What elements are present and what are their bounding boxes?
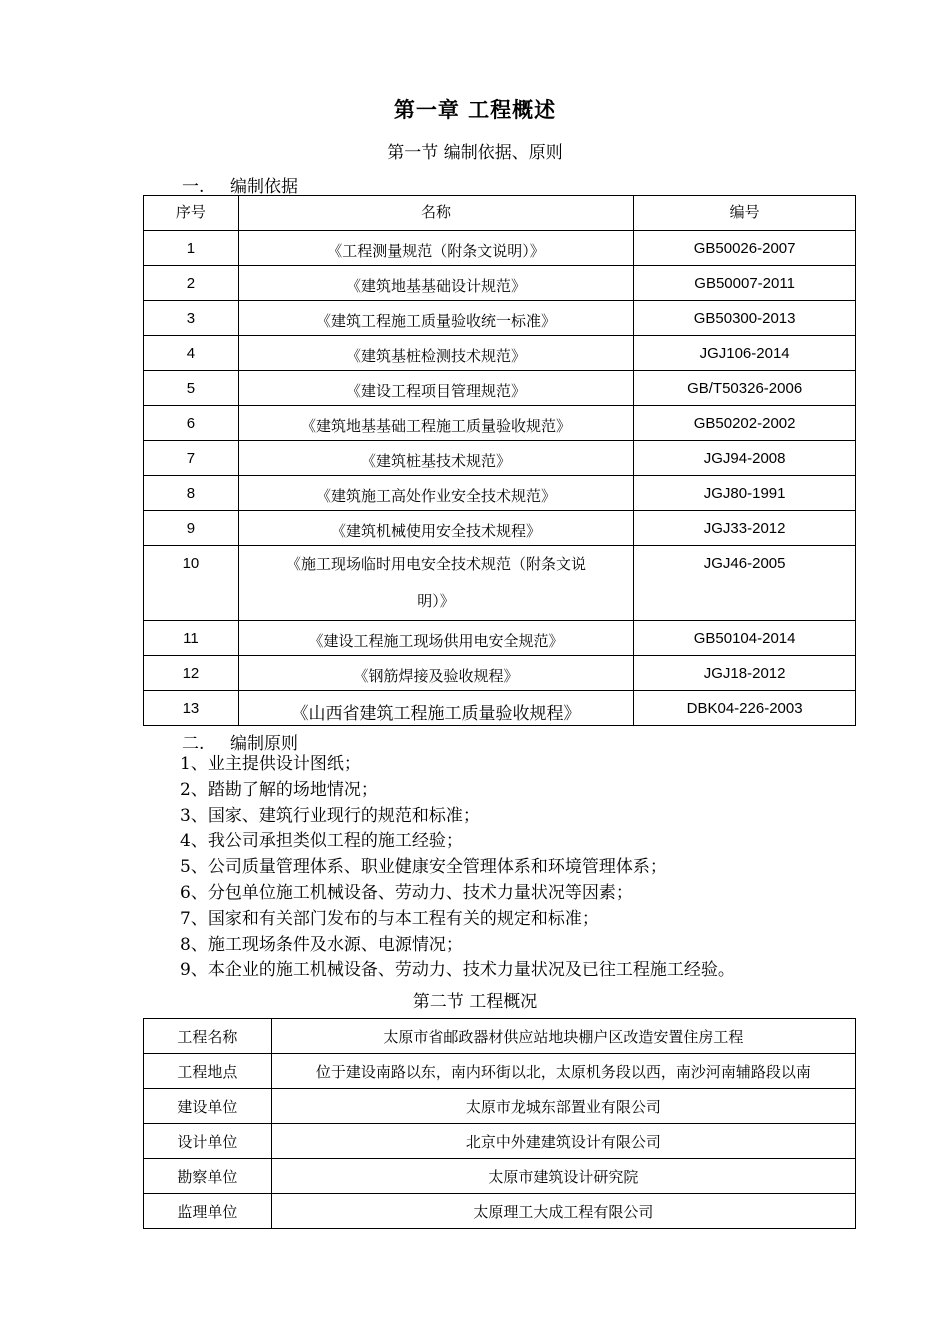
row-code: GB/T50326-2006 — [634, 371, 856, 406]
table-row — [144, 691, 856, 726]
table-row — [144, 336, 856, 371]
row-no: 3 — [144, 301, 239, 336]
row-code: GB50007-2011 — [634, 266, 856, 301]
row-code: JGJ106-2014 — [634, 336, 856, 371]
row-name: 《建筑桩基技术规范》 — [238, 441, 633, 476]
table-row — [144, 621, 856, 656]
table-row — [144, 1019, 856, 1054]
overview-table — [143, 1018, 856, 1229]
table-row — [144, 1124, 856, 1159]
row-no: 12 — [144, 656, 239, 691]
header-name: 名称 — [238, 196, 633, 231]
row-code: GB50026-2007 — [634, 231, 856, 266]
table-row — [144, 1194, 856, 1229]
principles-heading — [182, 729, 298, 754]
row-name-line2: 明）》 — [417, 592, 455, 610]
row-no: 7 — [144, 441, 239, 476]
overview-value: 位于建设南路以东，南内环街以北，太原机务段以西，南沙河南辅路段以南 — [271, 1054, 855, 1089]
row-name: 《建筑施工高处作业安全技术规范》 — [238, 476, 633, 511]
list-item: 7、国家和有关部门发布的与本工程有关的规定和标准； — [180, 908, 599, 929]
table-row — [144, 476, 856, 511]
overview-label: 监理单位 — [144, 1194, 272, 1229]
row-no: 8 — [144, 476, 239, 511]
row-name: 《建设工程项目管理规范》 — [238, 371, 633, 406]
basis-table — [143, 195, 856, 726]
overview-label: 工程名称 — [144, 1019, 272, 1054]
list-item: 1、业主提供设计图纸； — [180, 754, 361, 774]
principles-list — [180, 752, 735, 984]
row-no: 11 — [144, 621, 239, 656]
basis-number: 一. — [182, 177, 205, 197]
table-row — [144, 371, 856, 406]
row-no: 6 — [144, 406, 239, 441]
row-no: 1 — [144, 231, 239, 266]
row-name: 《钢筋焊接及验收规程》 — [238, 656, 633, 691]
row-code: GB50300-2013 — [634, 301, 856, 336]
overview-value: 北京中外建建筑设计有限公司 — [271, 1124, 855, 1159]
table-row — [144, 301, 856, 336]
row-name: 《建筑工程施工质量验收统一标准》 — [238, 301, 633, 336]
row-name: 《山西省建筑工程施工质量验收规程》 — [238, 691, 633, 726]
row-code: JGJ18-2012 — [634, 656, 856, 691]
row-name: 《建设工程施工现场供用电安全规范》 — [238, 621, 633, 656]
list-item: 8、施工现场条件及水源、电源情况； — [180, 934, 463, 955]
basis-heading — [182, 172, 298, 197]
header-code: 编号 — [634, 196, 856, 231]
list-item: 6、分包单位施工机械设备、劳动力、技术力量状况等因素； — [180, 882, 633, 903]
row-code: JGJ94-2008 — [634, 441, 856, 476]
row-no: 5 — [144, 371, 239, 406]
row-no: 10 — [144, 546, 239, 621]
row-name-line1: 《施工现场临时用电安全技术规范（附条文说 — [286, 555, 587, 573]
table-row — [144, 546, 856, 621]
list-item: 4、我公司承担类似工程的施工经验； — [180, 831, 463, 852]
table-row — [144, 511, 856, 546]
row-code: JGJ80-1991 — [634, 476, 856, 511]
row-code: DBK04-226-2003 — [634, 691, 856, 726]
header-no: 序号 — [144, 196, 239, 231]
list-item: 2、踏勘了解的场地情况； — [180, 779, 378, 800]
overview-label: 设计单位 — [144, 1124, 272, 1159]
row-code: JGJ33-2012 — [634, 511, 856, 546]
row-code: GB50202-2002 — [634, 406, 856, 441]
row-no: 2 — [144, 266, 239, 301]
row-code: GB50104-2014 — [634, 621, 856, 656]
table-row — [144, 266, 856, 301]
row-name: 《工程测量规范（附条文说明）》 — [238, 231, 633, 266]
row-no: 13 — [144, 691, 239, 726]
list-item: 5、公司质量管理体系、职业健康安全管理体系和环境管理体系； — [180, 857, 667, 878]
overview-label: 工程地点 — [144, 1054, 272, 1089]
overview-label: 勘察单位 — [144, 1159, 272, 1194]
overview-label: 建设单位 — [144, 1089, 272, 1124]
row-name — [238, 546, 633, 621]
row-name: 《建筑地基基础工程施工质量验收规范》 — [238, 406, 633, 441]
table-row — [144, 1159, 856, 1194]
table-row — [144, 406, 856, 441]
chapter-title: 第一章 工程概述 — [393, 98, 557, 122]
row-name: 《建筑机械使用安全技术规程》 — [238, 511, 633, 546]
overview-value: 太原市龙城东部置业有限公司 — [271, 1089, 855, 1124]
table-row — [144, 231, 856, 266]
row-name: 《建筑地基基础设计规范》 — [238, 266, 633, 301]
row-no: 9 — [144, 511, 239, 546]
section2-title: 第二节 工程概况 — [412, 992, 538, 1012]
table-row — [144, 656, 856, 691]
row-no: 4 — [144, 336, 239, 371]
table-row — [144, 1054, 856, 1089]
basis-label: 编制依据 — [230, 177, 298, 197]
overview-value: 太原理工大成工程有限公司 — [271, 1194, 855, 1229]
principles-number: 二. — [182, 734, 205, 754]
table-row — [144, 441, 856, 476]
overview-value: 太原市省邮政器材供应站地块棚户区改造安置住房工程 — [271, 1019, 855, 1054]
principles-label: 编制原则 — [230, 734, 298, 754]
list-item: 9、本企业的施工机械设备、劳动力、技术力量状况及已往工程施工经验。 — [180, 960, 735, 981]
row-name: 《建筑基桩检测技术规范》 — [238, 336, 633, 371]
list-item: 3、国家、建筑行业现行的规范和标准； — [180, 805, 480, 826]
overview-value: 太原市建筑设计研究院 — [271, 1159, 855, 1194]
section1-title: 第一节 编制依据、原则 — [387, 143, 563, 163]
table-header-row — [144, 196, 856, 231]
row-code: JGJ46-2005 — [634, 546, 856, 621]
table-row — [144, 1089, 856, 1124]
